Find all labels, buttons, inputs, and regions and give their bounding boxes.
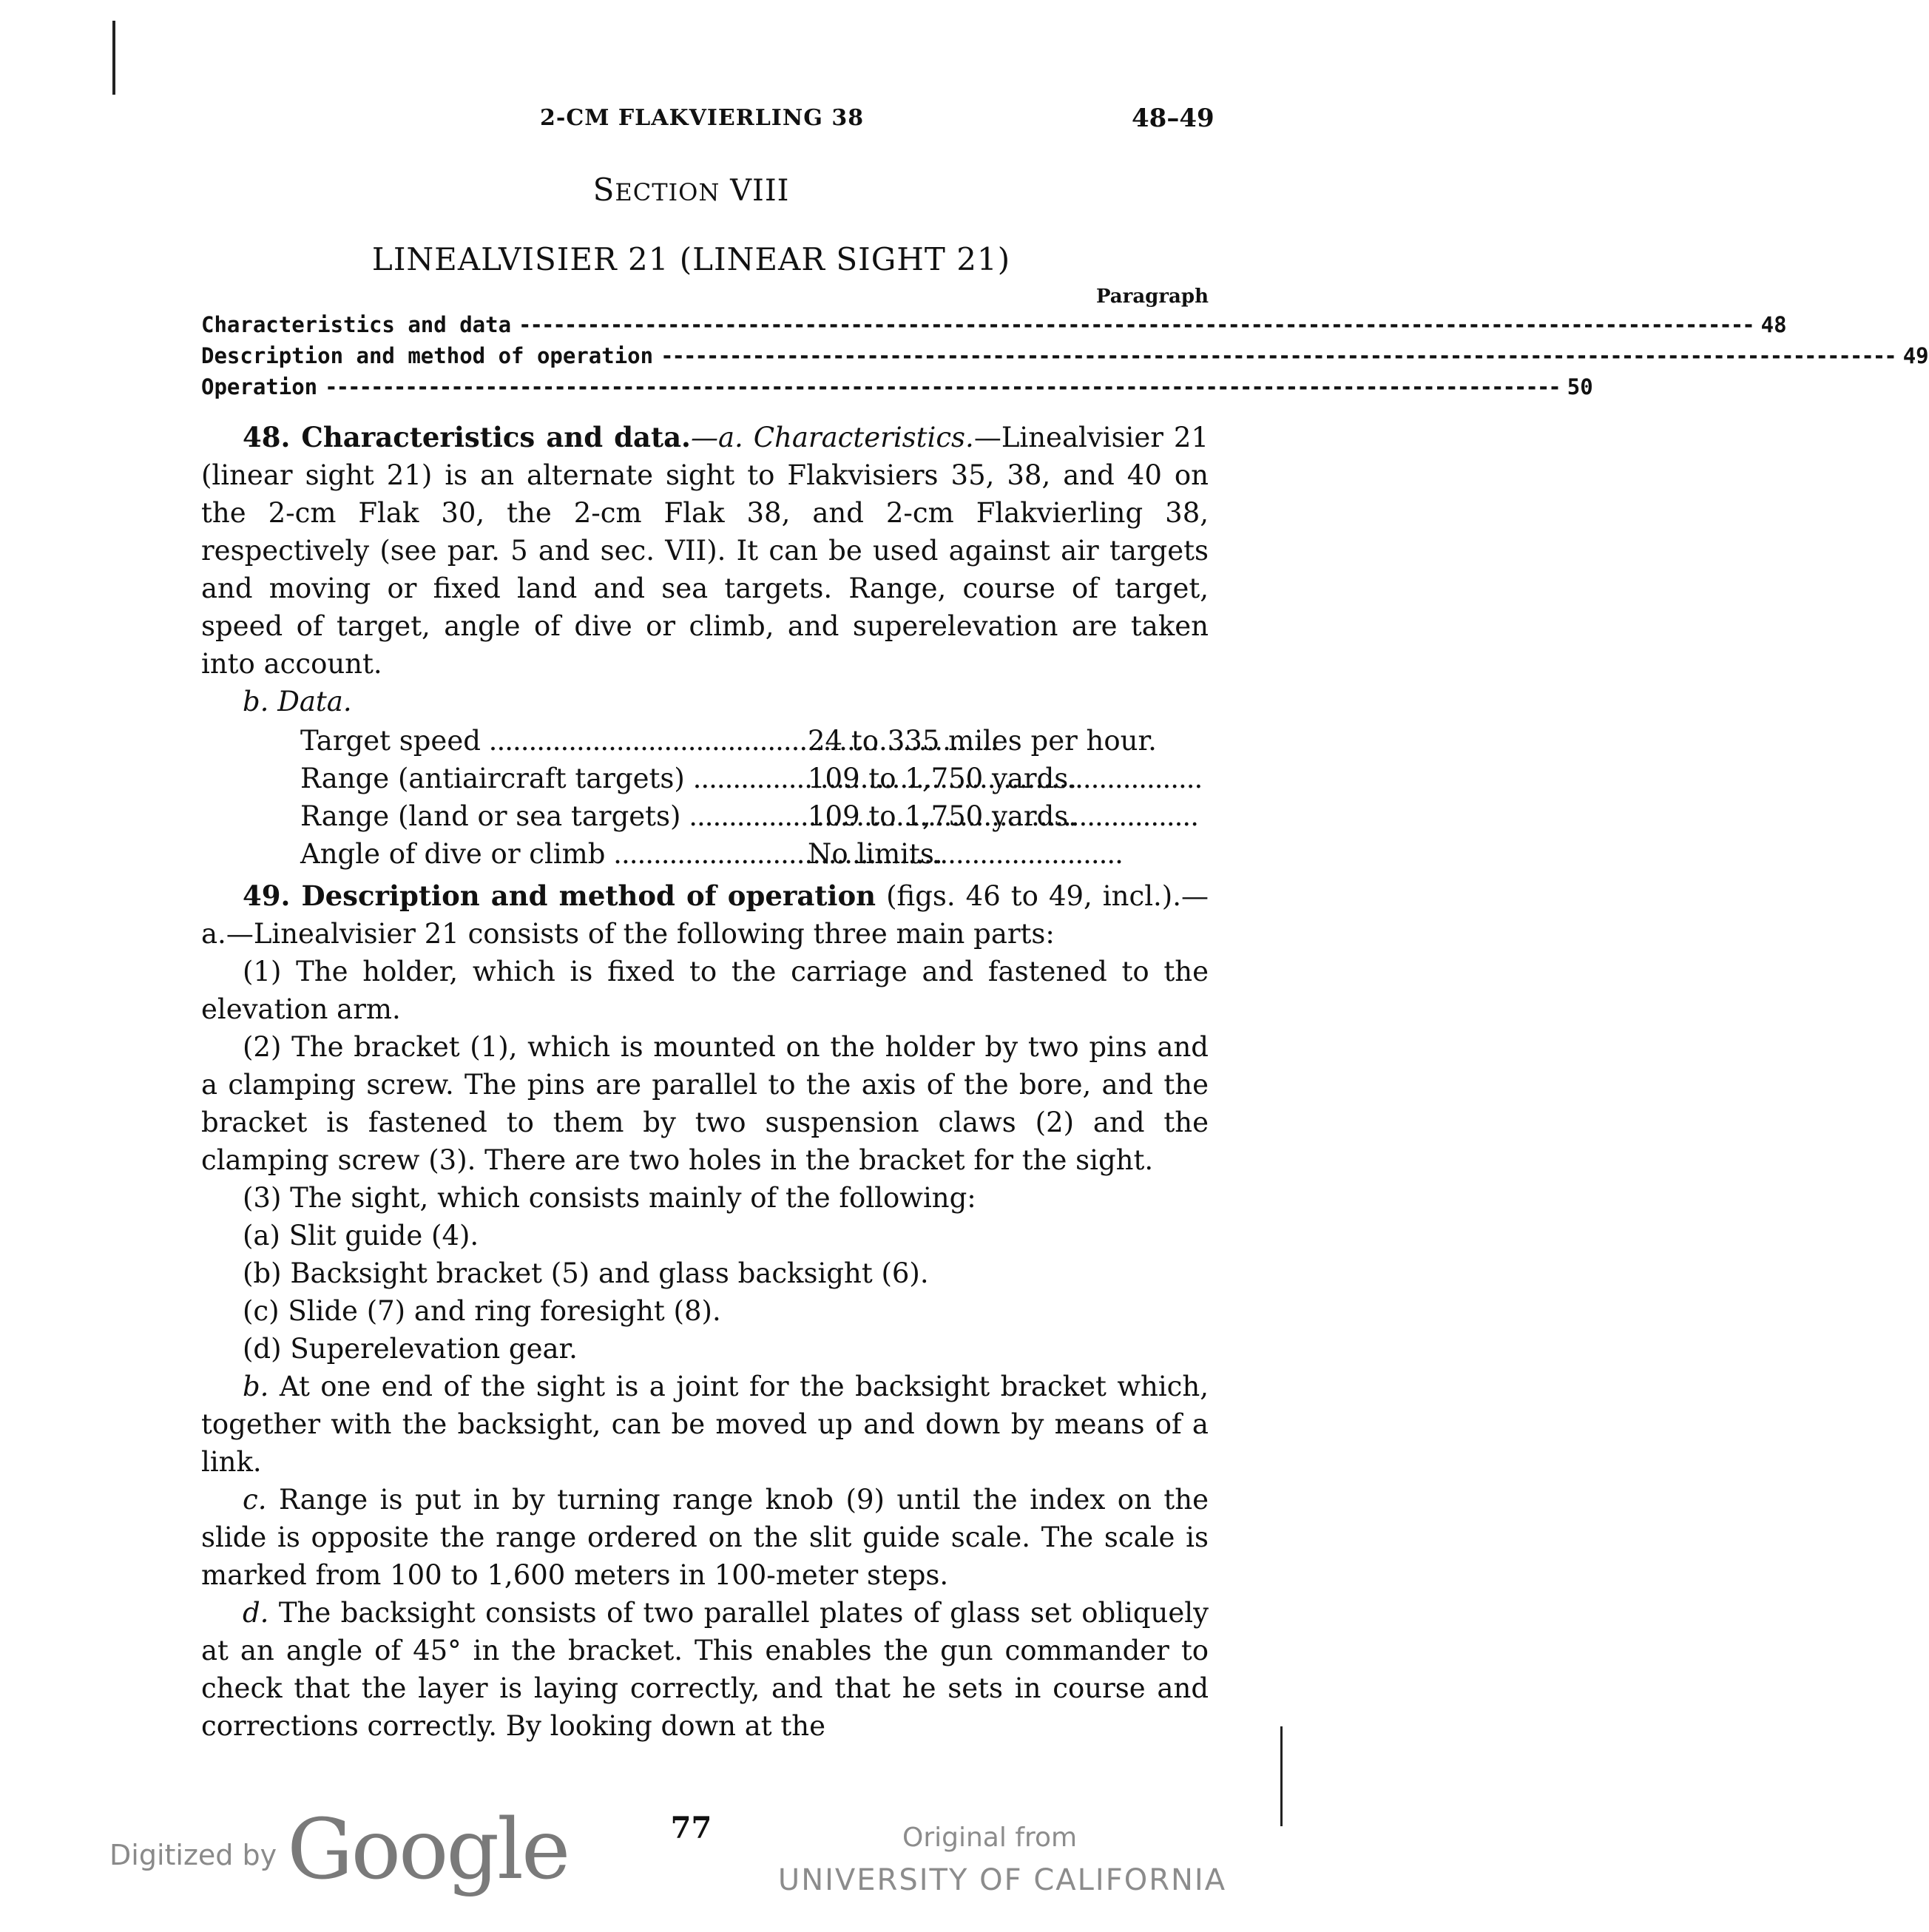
data-value: 109 to 1,750 yards. [808, 800, 1078, 832]
toc-leader: ------------------------------------------------------------------------------------------------------------ [325, 374, 1560, 399]
paragraph-49-c-label: c. [243, 1484, 267, 1516]
data-row [300, 797, 1209, 835]
running-head-title: 2-CM FLAKVIERLING 38 [540, 105, 865, 131]
section-prefix-big: S [592, 172, 615, 208]
digitized-by-watermark [109, 1802, 569, 1898]
paragraph-49-intro: (figs. 46 to 49, incl.).—a.—Linealvisier 21 consists of the following three main parts: [201, 880, 1209, 950]
data-value: 24 to 335 miles per hour. [808, 725, 1157, 757]
toc-number: 50 [1567, 374, 1593, 399]
paragraph-49 [201, 877, 1209, 953]
list-item: (1) The holder, which is fixed to the carriage and fastened to the elevation arm. [201, 956, 1209, 1025]
original-from-text: Original from [902, 1823, 1078, 1853]
paragraph-49-b-text: At one end of the sight is a joint for the backsight bracket which, together with the backsight, can be moved up and down by means of a link. [201, 1371, 1209, 1478]
chapter-title: LINEALVISIER 21 (LINEAR SIGHT 21) [371, 241, 1011, 277]
toc-leader: ------------------------------------------------------------------------------------------------------------ [661, 343, 1896, 368]
toc-label: Description and method of operation [201, 343, 654, 368]
data-row [300, 722, 1209, 760]
data-key: Range (land or sea targets) ..... [300, 797, 808, 835]
paragraph-49-d-label: d. [243, 1597, 269, 1629]
section-numeral: VIII [730, 174, 790, 208]
list-item: (b) Backsight bracket (5) and glass backsight (6). [243, 1257, 929, 1289]
list-item: (c) Slide (7) and ring foresight (8). [243, 1295, 721, 1327]
paragraph-49-heading: 49. Description and method of operation [243, 879, 876, 912]
paragraph-48-sub-b: b. Data. [243, 686, 352, 717]
paragraph-49-b-label: b. [243, 1371, 269, 1402]
data-table [300, 722, 1209, 873]
table-of-contents [201, 286, 1929, 405]
original-from-watermark [769, 1823, 1235, 1897]
data-value: 109 to 1,750 yards. [808, 763, 1078, 794]
toc-number: 48 [1760, 312, 1787, 337]
data-key: Angle of dive or climb ..... [300, 835, 808, 873]
running-head [0, 105, 1382, 142]
toc-header: Paragraph [1095, 286, 1209, 308]
body-text [201, 419, 1209, 1745]
paragraph-48-text-a: —Linealvisier 21 (linear sight 21) is an alternate sight to Flakvisiers 35, 38, and 40 on the 2-cm Flak 30, the 2-cm Flak 38, and 2-cm Flakvierling 38, respectively (see par. 5 and sec. VII). It can be used against air targets and moving or fixed land and sea targets. Range, course of target, speed of target, angle of dive or climb, and superelevation are taken into account. [201, 422, 1209, 680]
toc-row [201, 374, 1593, 405]
data-row [300, 835, 1209, 873]
paragraph-49-d [201, 1594, 1209, 1745]
list-item: (a) Slit guide (4). [243, 1220, 479, 1252]
paragraph-49-c-text: Range is put in by turning range knob (9) until the index on the slide is opposite the range ordered on the slit guide scale. The scale is marked from 100 to 1,600 meters in 100-meter steps. [201, 1484, 1209, 1591]
toc-label: Operation [201, 374, 318, 399]
data-value: No limits. [808, 838, 943, 870]
toc-row [201, 343, 1929, 374]
google-logo: Google [287, 1802, 569, 1898]
paragraph-48 [201, 419, 1209, 683]
toc-row [201, 312, 1787, 343]
paragraph-48-heading: 48. Characteristics and data. [243, 421, 691, 453]
digitized-by-text: Digitized by [109, 1839, 277, 1871]
university-text: UNIVERSITY OF CALIFORNIA [777, 1863, 1227, 1897]
list-item: (d) Superelevation gear. [243, 1333, 578, 1365]
data-row [300, 760, 1209, 797]
margin-mark-left [112, 21, 115, 95]
paragraph-49-b [201, 1368, 1209, 1481]
list-item: (3) The sight, which consists mainly of the following: [243, 1182, 976, 1214]
paragraph-48-sub-a: —a. Characteristics. [690, 422, 974, 453]
data-key: Range (antiaircraft targets) ..... [300, 760, 808, 797]
paragraph-49-c [201, 1481, 1209, 1594]
toc-leader: ------------------------------------------------------------------------------------------------------------ [518, 312, 1754, 337]
section-heading [0, 172, 1382, 208]
running-head-page-range: 48–49 [1132, 104, 1215, 133]
paragraph-49-d-text: The backsight consists of two parallel plates of glass set obliquely at an angle of 45° in the bracket. This enables the gun commander to check that the layer is laying correctly, and that he sets in course and corrections correctly. By looking down at the [201, 1597, 1209, 1742]
data-key: Target speed ..... [300, 722, 808, 760]
section-prefix-small: ECTION [615, 178, 720, 206]
page-number: 77 [670, 1811, 712, 1845]
toc-label: Characteristics and data [201, 312, 512, 337]
list-item: (2) The bracket (1), which is mounted on the holder by two pins and a clamping screw. The pins are parallel to the axis of the bore, and the bracket is fastened to them by two suspension claws (2) and the clamping screw (3). There are two holes in the bracket for the sight. [201, 1031, 1209, 1176]
toc-number: 49 [1902, 343, 1929, 368]
